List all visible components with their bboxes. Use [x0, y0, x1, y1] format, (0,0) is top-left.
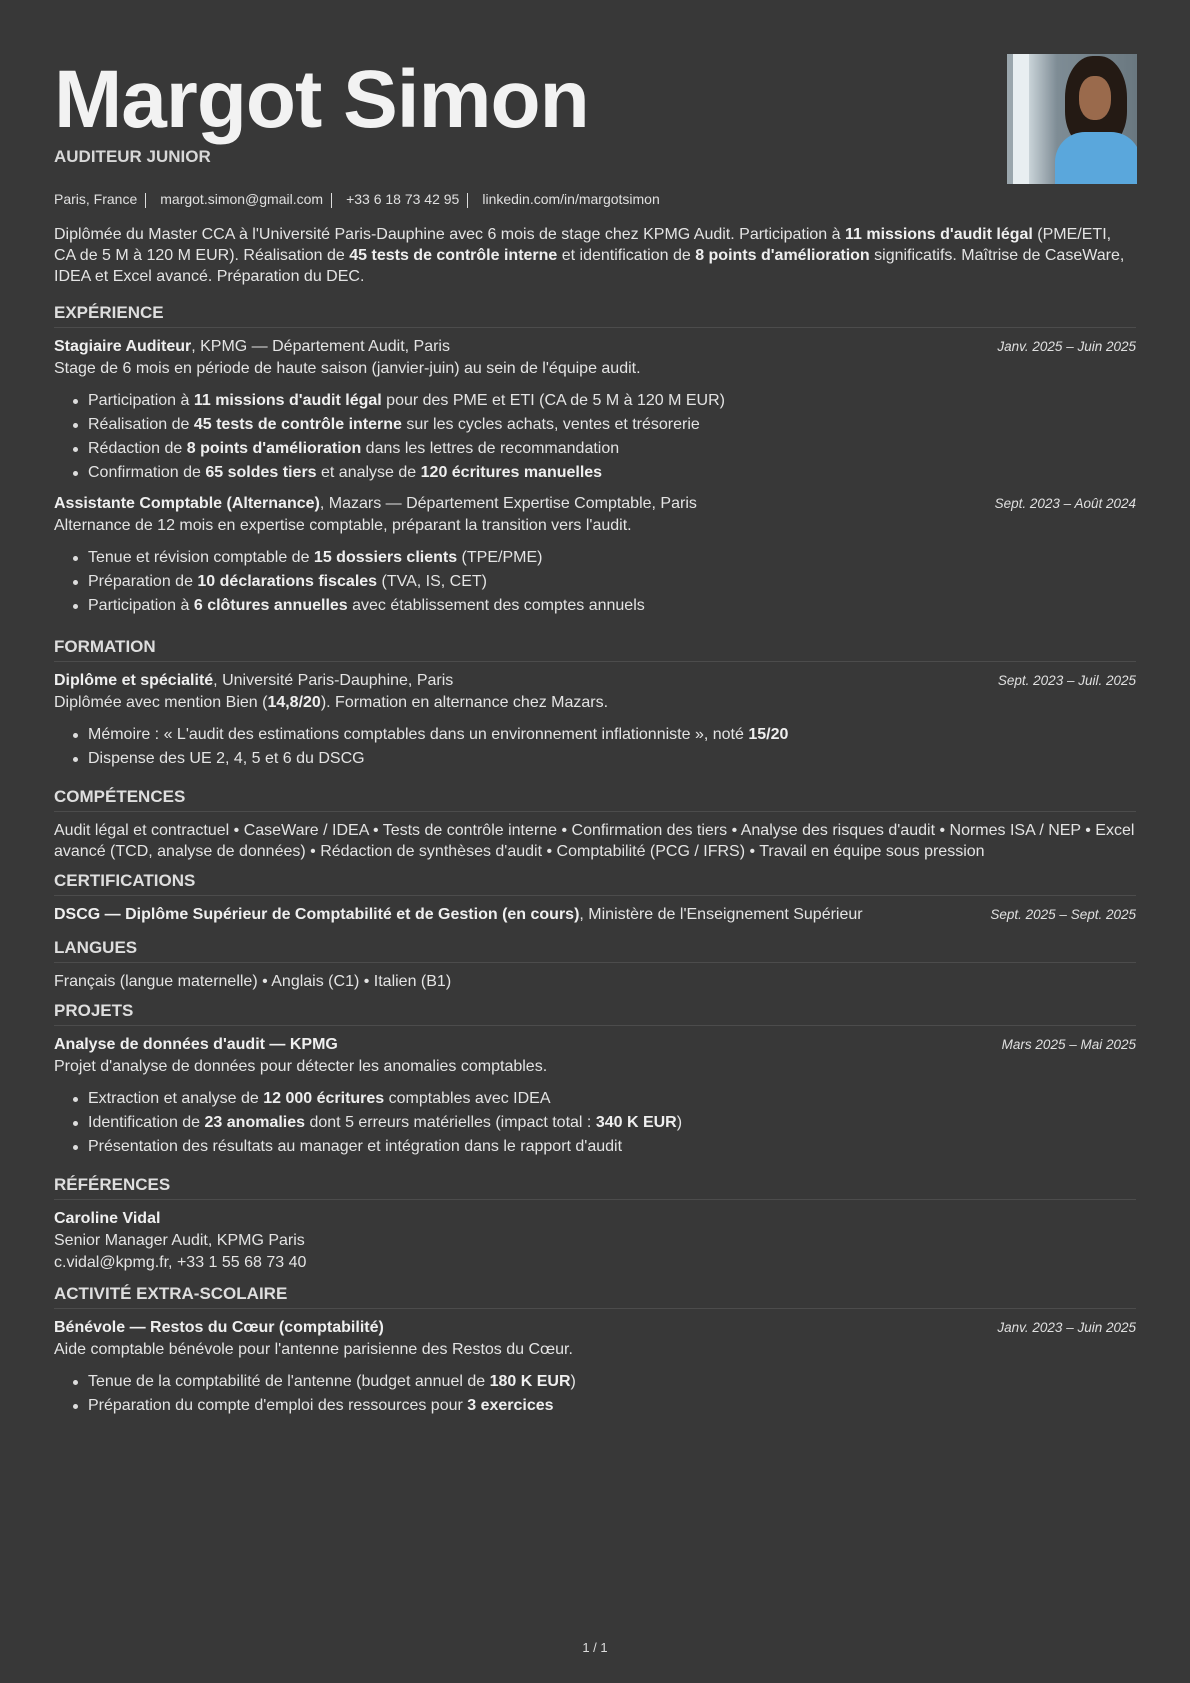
highlight: 45 tests de contrôle interne: [349, 247, 558, 264]
entry-title: Stagiaire Auditeur: [54, 338, 192, 355]
highlight: 45 tests de contrôle interne: [193, 416, 402, 433]
bullet-list: [88, 546, 1136, 618]
entry-description: Stage de 6 mois en période de haute saison (janvier-juin) au sein de l'équipe audit.: [54, 360, 641, 377]
section-title: COMPÉTENCES: [54, 786, 1136, 812]
text-run: et analyse de: [316, 464, 421, 481]
bullet-item: [88, 570, 1136, 594]
highlight: 14,8/20: [267, 694, 321, 711]
highlight: 15 dossiers clients: [313, 549, 458, 566]
phone: +33 6 18 73 42 95: [346, 191, 460, 207]
entry-org: , Université Paris-Dauphine, Paris: [213, 672, 454, 689]
section-activite: [54, 1283, 1136, 1426]
bullet-item: [88, 723, 1136, 747]
highlight: 10 déclarations fiscales: [197, 573, 378, 590]
entry: [54, 1034, 1136, 1159]
bullet-item: [88, 1111, 1136, 1135]
bullet-item: [88, 1394, 1136, 1418]
section-competences: [54, 786, 1136, 862]
entry-date: Mars 2025 – Mai 2025: [1001, 1037, 1136, 1052]
entry-title: Diplôme et spécialité: [54, 672, 214, 689]
cert-issuer: , Ministère de l'Enseignement Supérieur: [579, 906, 863, 923]
text-run: dans les lettres de recommandation: [361, 440, 620, 457]
linkedin-link[interactable]: linkedin.com/in/margotsimon: [482, 191, 660, 207]
entry-date: Janv. 2023 – Juin 2025: [997, 1320, 1136, 1335]
text-run: Diplômée avec mention Bien (: [54, 694, 268, 711]
section-title: RÉFÉRENCES: [54, 1174, 1136, 1200]
bullet-item: [88, 1087, 1136, 1111]
entry-title: Assistante Comptable (Alternance): [54, 495, 320, 512]
reference-position: Senior Manager Audit, KPMG Paris: [54, 1232, 305, 1249]
bullet-item: [88, 1370, 1136, 1394]
entry: [54, 670, 1136, 771]
section-projets: [54, 1000, 1136, 1167]
section-title: EXPÉRIENCE: [54, 302, 1136, 328]
entry-title: Analyse de données d'audit — KPMG: [54, 1036, 338, 1053]
text-run: Participation à: [88, 392, 194, 409]
highlight: 120 écritures manuelles: [420, 464, 603, 481]
section-title: LANGUES: [54, 937, 1136, 963]
entry-description: Projet d'analyse de données pour détecter les anomalies comptables.: [54, 1058, 548, 1075]
contact-line: [54, 191, 1136, 208]
entry-description: Aide comptable bénévole pour l'antenne parisienne des Restos du Cœur.: [54, 1341, 573, 1358]
section-certifications: [54, 870, 1136, 926]
cert-name: DSCG — Diplôme Supérieur de Comptabilité et de Gestion (en cours): [54, 906, 580, 923]
highlight: 6 clôtures annuelles: [193, 597, 348, 614]
text-run: ): [570, 1373, 576, 1390]
text-run: pour des PME et ETI (CA de 5 M à 120 M EUR): [381, 392, 725, 409]
entry-org: , Mazars — Département Expertise Comptable, Paris: [319, 495, 697, 512]
job-title: AUDITEUR JUNIOR: [54, 147, 211, 166]
highlight: 65 soldes tiers: [205, 464, 317, 481]
email-link[interactable]: margot.simon@gmail.com: [160, 191, 324, 207]
text-run: Rédaction de: [88, 440, 187, 457]
text-run: Participation à: [88, 597, 194, 614]
bullet-list: [88, 1370, 1136, 1418]
text-run: Préparation du compte d'emploi des ressources pour: [88, 1397, 468, 1414]
text-run: Confirmation de: [88, 464, 206, 481]
bullet-item: [88, 546, 1136, 570]
reference-contact: c.vidal@kpmg.fr, +33 1 55 68 73 40: [54, 1254, 307, 1271]
section-references: [54, 1174, 1136, 1274]
bullet-list: [88, 389, 1136, 485]
candidate-name: Margot Simon: [54, 54, 589, 145]
text-run: (PME/ETI, CA de 5 M à 120 M EUR). Réalisation de: [54, 226, 1112, 264]
entry: [54, 493, 1136, 618]
languages-list: Français (langue maternelle) • Anglais (C1) • Italien (B1): [54, 973, 452, 990]
text-run: (TVA, IS, CET): [377, 573, 487, 590]
entry-title: Bénévole — Restos du Cœur (comptabilité): [54, 1319, 384, 1336]
entry-description: Alternance de 12 mois en expertise comptable, préparant la transition vers l'audit.: [54, 517, 632, 534]
bullet-item: [88, 594, 1136, 618]
text-run: comptables avec IDEA: [384, 1090, 551, 1107]
highlight: 23 anomalies: [204, 1114, 306, 1131]
highlight: 8 points d'amélioration: [186, 440, 362, 457]
text-run: Présentation des résultats au manager et intégration dans le rapport d'audit: [88, 1138, 623, 1155]
entry-date: Sept. 2023 – Août 2024: [994, 496, 1136, 511]
highlight: 11 missions d'audit légal: [193, 392, 382, 409]
text-run: Mémoire : « L'audit des estimations comptables dans un environnement inflationniste », noté: [88, 726, 749, 743]
text-run: Identification de: [88, 1114, 205, 1131]
text-run: sur les cycles achats, ventes et trésorerie: [401, 416, 700, 433]
bullet-item: [88, 413, 1136, 437]
skills-list: Audit légal et contractuel • CaseWare / IDEA • Tests de contrôle interne • Confirmation des tiers • Analyse des risques d'audit • Normes ISA / NEP • Excel avancé (TCD, analyse de données) • Rédaction de synthèses d'audit • Comptabilité (PCG / IFRS) • Travail en équipe sous pression: [54, 822, 1135, 860]
highlight: 11 missions d'audit légal: [844, 226, 1033, 243]
text-run: Diplômée du Master CCA à l'Université Paris-Dauphine avec 6 mois de stage chez KPMG Audit. Participation à: [54, 226, 845, 243]
bullet-item: [88, 389, 1136, 413]
section-title: ACTIVITÉ EXTRA-SCOLAIRE: [54, 1283, 1136, 1309]
entry-date: Sept. 2023 – Juil. 2025: [997, 673, 1136, 688]
bullet-list: [88, 723, 1136, 771]
entry: [54, 336, 1136, 485]
summary: [54, 224, 1136, 287]
text-run: Tenue et révision comptable de: [88, 549, 314, 566]
section-experience: [54, 302, 1136, 626]
text-run: ). Formation en alternance chez Mazars.: [320, 694, 609, 711]
entry-org: , KPMG — Département Audit, Paris: [191, 338, 450, 355]
page-number: 1 / 1: [582, 1640, 608, 1655]
highlight: 12 000 écritures: [263, 1090, 385, 1107]
section-langues: [54, 937, 1136, 992]
cert-date: Sept. 2025 – Sept. 2025: [990, 907, 1136, 922]
highlight: 3 exercices: [467, 1397, 554, 1414]
entry: [54, 1317, 1136, 1418]
section-formation: [54, 636, 1136, 779]
bullet-item: [88, 747, 1136, 771]
text-run: Préparation de: [88, 573, 198, 590]
section-title: PROJETS: [54, 1000, 1136, 1026]
highlight: 15/20: [748, 726, 789, 743]
text-run: et identification de: [557, 247, 696, 264]
text-run: Dispense des UE 2, 4, 5 et 6 du DSCG: [88, 750, 365, 767]
reference-name: Caroline Vidal: [54, 1210, 161, 1227]
highlight: 340 K EUR: [595, 1114, 677, 1131]
text-run: Réalisation de: [88, 416, 194, 433]
bullet-item: [88, 461, 1136, 485]
highlight: 180 K EUR: [489, 1373, 571, 1390]
bullet-item: [88, 1135, 1136, 1159]
text-run: significatifs. Maîtrise de CaseWare, IDEA et Excel avancé. Préparation du DEC.: [54, 247, 1125, 285]
text-run: ): [676, 1114, 683, 1131]
highlight: 8 points d'amélioration: [695, 247, 870, 264]
text-run: (TPE/PME): [457, 549, 543, 566]
text-run: Tenue de la comptabilité de l'antenne (budget annuel de: [88, 1373, 490, 1390]
section-title: CERTIFICATIONS: [54, 870, 1136, 896]
bullet-item: [88, 437, 1136, 461]
bullet-list: [88, 1087, 1136, 1159]
section-title: FORMATION: [54, 636, 1136, 662]
location: Paris, France: [54, 191, 138, 207]
text-run: avec établissement des comptes annuels: [347, 597, 645, 614]
profile-photo: [1007, 54, 1137, 184]
entry-description: [54, 692, 1136, 714]
text-run: Extraction et analyse de: [88, 1090, 264, 1107]
text-run: dont 5 erreurs matérielles (impact total :: [305, 1114, 596, 1131]
entry-date: Janv. 2025 – Juin 2025: [997, 339, 1136, 354]
